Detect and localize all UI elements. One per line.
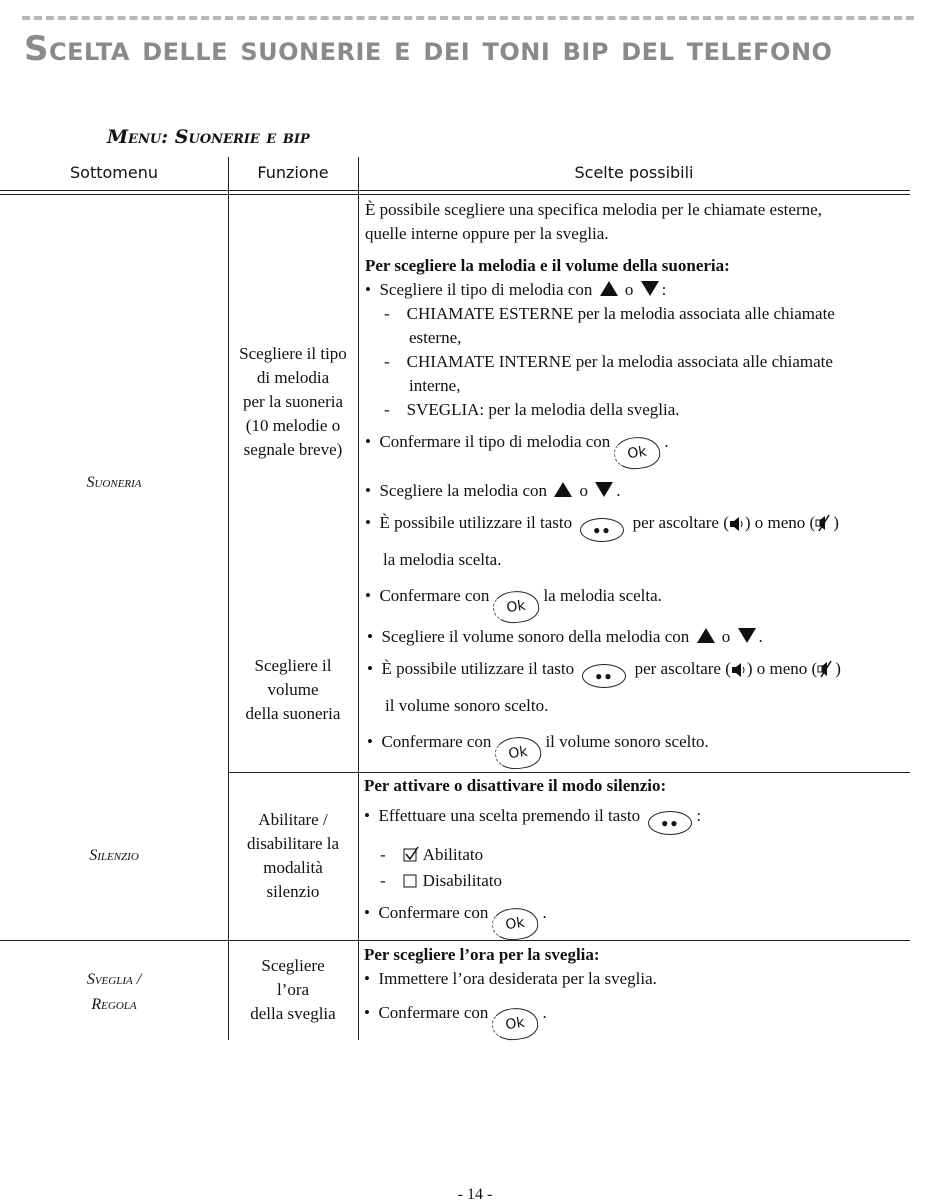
up-arrow-icon [554, 482, 572, 497]
melody-sub-2: - CHIAMATE INTERNE per la melodia associata alle chiamate [384, 352, 833, 371]
navigation-key-icon: ●● [582, 664, 626, 688]
page-number: - 14 - [457, 1186, 493, 1203]
function-melody: Scegliere il tipo di melodia per la suoneria (10 melodie o segnale breve) [239, 344, 347, 459]
melody-bullet-5: • Confermare conOkla melodia scelta. [365, 584, 910, 623]
header-dashed-rule [22, 16, 914, 20]
down-arrow-icon [738, 628, 756, 643]
up-arrow-icon [697, 628, 715, 643]
page-title: Scelta delle suonerie e dei toni bip del telefono [24, 29, 833, 69]
column-divider-1 [228, 157, 229, 1040]
navigation-key-icon: ●● [648, 811, 692, 835]
melody-sub-1-cont: esterne, [409, 328, 462, 347]
melody-bullet-4-cont: la melodia scelta. [383, 550, 502, 569]
function-sveglia: Scegliere l’ora della sveglia [250, 956, 336, 1023]
melody-bullet-2: • Confermare il tipo di melodia conOk. [365, 430, 910, 469]
column-header-function: Funzione [257, 163, 329, 182]
checkbox-empty-icon [403, 872, 419, 888]
silenzio-bullet-2: • Confermare conOk. [364, 901, 910, 940]
volume-bullet-2-cont: il volume sonoro scelto. [385, 696, 549, 715]
melody-bullet-3: • Scegliere la melodia con o . [365, 481, 621, 500]
column-divider-2 [358, 157, 359, 1040]
ok-key-icon: Ok [612, 434, 662, 472]
melody-bullet-4: • È possibile utilizzare il tasto ●● per ascoltare ( ) o meno ( ) [365, 511, 910, 542]
header-rule-top [0, 190, 910, 191]
melody-bullet-1: • Scegliere il tipo di melodia con o : [365, 280, 667, 299]
ok-key-icon: Ok [490, 905, 540, 943]
melody-intro-2: quelle interne oppure per la sveglia. [365, 224, 609, 243]
choices-melody [365, 198, 910, 623]
volume-bullet-3: • Confermare conOkil volume sonoro scelto. [367, 730, 910, 769]
sveglia-bullet-2: • Confermare conOk. [364, 1001, 910, 1040]
silenzio-heading: Per attivare o disattivare il modo silenzio: [364, 776, 667, 795]
speaker-on-icon [729, 516, 745, 532]
submenu-sveglia: Sveglia / Regola [86, 971, 142, 1013]
sveglia-bullet-1: • Immettere l’ora desiderata per la sveglia. [364, 969, 657, 988]
function-silenzio: Abilitare / disabilitare la modalità silenzio [246, 810, 340, 901]
melody-sub-3: - SVEGLIA: per la melodia della sveglia. [384, 400, 680, 419]
choices-sveglia [364, 943, 910, 1040]
melody-sub-1: - CHIAMATE ESTERNE per la melodia associata alle chiamate [384, 304, 835, 323]
header-rule-bottom [0, 194, 910, 195]
navigation-key-icon: ●● [580, 518, 624, 542]
melody-heading: Per scegliere la melodia e il volume della suoneria: [365, 256, 730, 275]
column-header-choices: Scelte possibili [574, 163, 694, 182]
menu-heading: Menu: Suonerie e bip [107, 126, 310, 148]
checkbox-checked-icon [403, 846, 419, 862]
silenzio-option-disabled: - Disabilitato [380, 871, 502, 890]
row-divider-silenzio [228, 772, 910, 773]
function-volume: Scegliere il volume della suoneria [245, 656, 341, 723]
column-header-submenu: Sottomenu [70, 163, 158, 182]
silenzio-option-enabled: - Abilitato [380, 845, 484, 864]
submenu-suoneria: Suoneria [86, 474, 142, 491]
choices-silenzio [364, 774, 910, 940]
volume-bullet-1: • Scegliere il volume sonoro della melodia con o . [367, 627, 763, 646]
silenzio-bullet-1: • Effettuare una scelta premendo il tasto ●● : [364, 804, 910, 835]
melody-sub-2-cont: interne, [409, 376, 461, 395]
speaker-off-icon [817, 660, 835, 678]
ok-key-icon: Ok [490, 1005, 540, 1043]
speaker-on-icon [731, 662, 747, 678]
sveglia-heading: Per scegliere l’ora per la sveglia: [364, 945, 600, 964]
up-arrow-icon [600, 281, 618, 296]
row-divider-sveglia [0, 940, 910, 941]
ok-key-icon: Ok [493, 734, 543, 772]
melody-intro-1: È possibile scegliere una specifica melodia per le chiamate esterne, [365, 200, 822, 219]
speaker-off-icon [815, 514, 833, 532]
volume-bullet-2: • È possibile utilizzare il tasto ●● per ascoltare ( ) o meno ( ) [367, 657, 910, 688]
choices-volume [367, 625, 910, 769]
submenu-silenzio: Silenzio [89, 847, 139, 864]
down-arrow-icon [641, 281, 659, 296]
down-arrow-icon [595, 482, 613, 497]
ok-key-icon: Ok [491, 588, 541, 626]
